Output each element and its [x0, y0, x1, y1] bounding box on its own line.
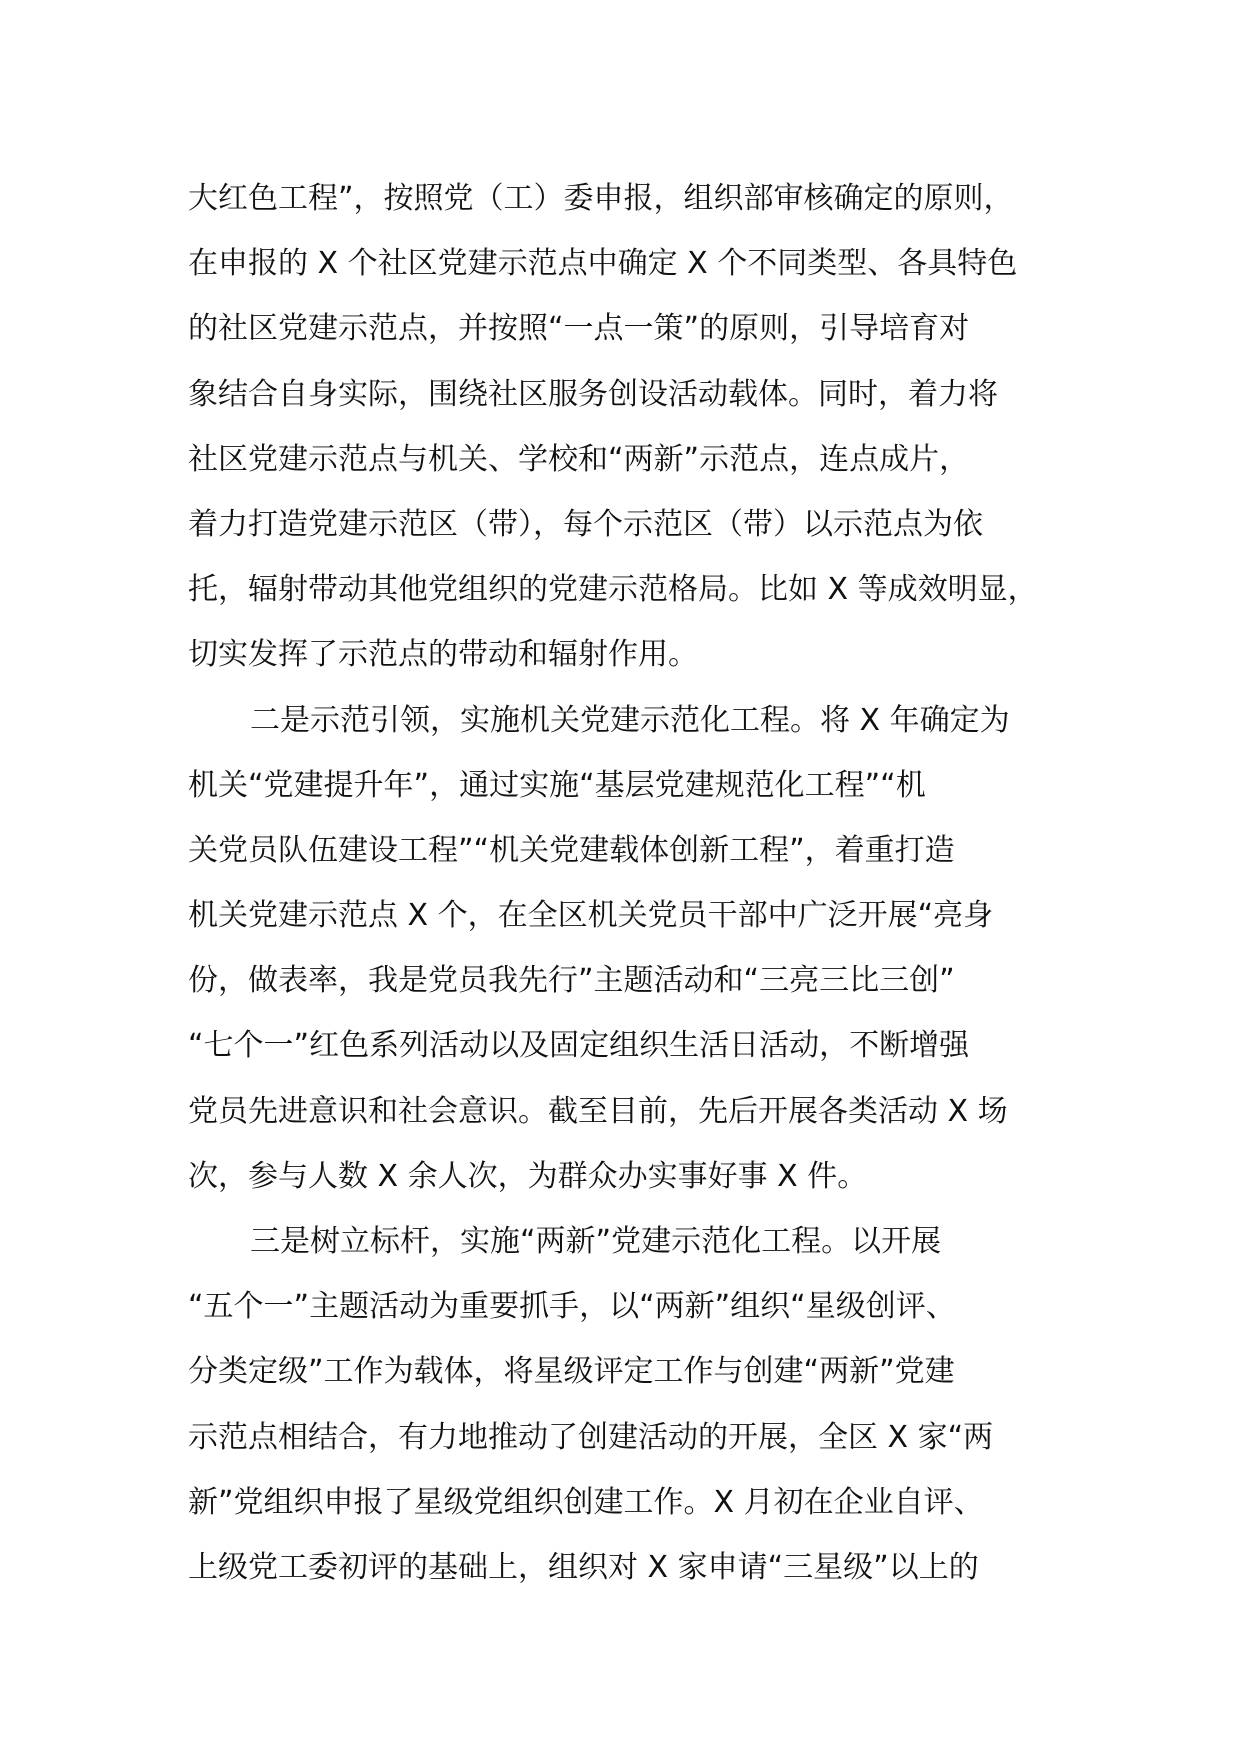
text-line: 大红色工程”，按照党（工）委申报，组织部审核确定的原则，: [188, 181, 1014, 216]
document-body: [188, 166, 1088, 1600]
text-line: “五个一”主题活动为重要抓手，以“两新”组织“星级创评、: [188, 1289, 956, 1325]
text-line: 关党员队伍建设工程”“机关党建载体创新工程”，着重打造: [188, 832, 955, 868]
paragraph-first-line: 二是示范引领，实施机关党建示范化工程。将 X 年确定为: [250, 702, 1010, 738]
text-line: 机关“党建提升年”，通过实施“基层党建规范化工程”“机: [188, 767, 926, 803]
text-line: 的社区党建示范点，并按照“一点一策”的原则，引导培育对: [188, 311, 970, 347]
text-line: 着力打造党建示范区（带），每个示范区（带）以示范点为依: [188, 506, 983, 542]
text-line: “七个一”红色系列活动以及固定组织生活日活动，不断增强: [188, 1028, 970, 1064]
text-line: 份，做表率，我是党员我先行”主题活动和“三亮三比三创”: [188, 963, 955, 999]
text-line: 机关党建示范点 X 个，在全区机关党员干部中广泛开展“亮身: [188, 898, 994, 934]
text-line: 上级党工委初评的基础上，组织对 X 家申请“三星级”以上的: [188, 1549, 979, 1585]
text-line: 分类定级”工作为载体，将星级评定工作与创建“两新”党建: [188, 1354, 955, 1390]
text-line: 示范点相结合，有力地推动了创建活动的开展，全区 X 家“两: [188, 1419, 994, 1455]
text-line: 切实发挥了示范点的带动和辐射作用。: [188, 637, 698, 673]
text-line: 托，辐射带动其他党组织的党建示范格局。比如 X 等成效明显，: [188, 572, 1038, 608]
text-line: 党员先进意识和社会意识。截至目前，先后开展各类活动 X 场: [188, 1093, 1008, 1129]
text-line: 次，参与人数 X 余人次，为群众办实事好事 X 件。: [188, 1158, 868, 1194]
text-line: 象结合自身实际，围绕社区服务创设活动载体。同时，着力将: [188, 376, 998, 412]
text-line: 社区党建示范点与机关、学校和“两新”示范点，连点成片，: [188, 441, 970, 477]
text-line: 新”党组织申报了星级党组织创建工作。X 月初在企业自评、: [188, 1484, 984, 1520]
paragraph-first-line: 三是树立标杆，实施“两新”党建示范化工程。以开展: [250, 1224, 942, 1259]
text-line: 在申报的 X 个社区党建示范点中确定 X 个不同类型、各具特色: [188, 246, 1018, 282]
